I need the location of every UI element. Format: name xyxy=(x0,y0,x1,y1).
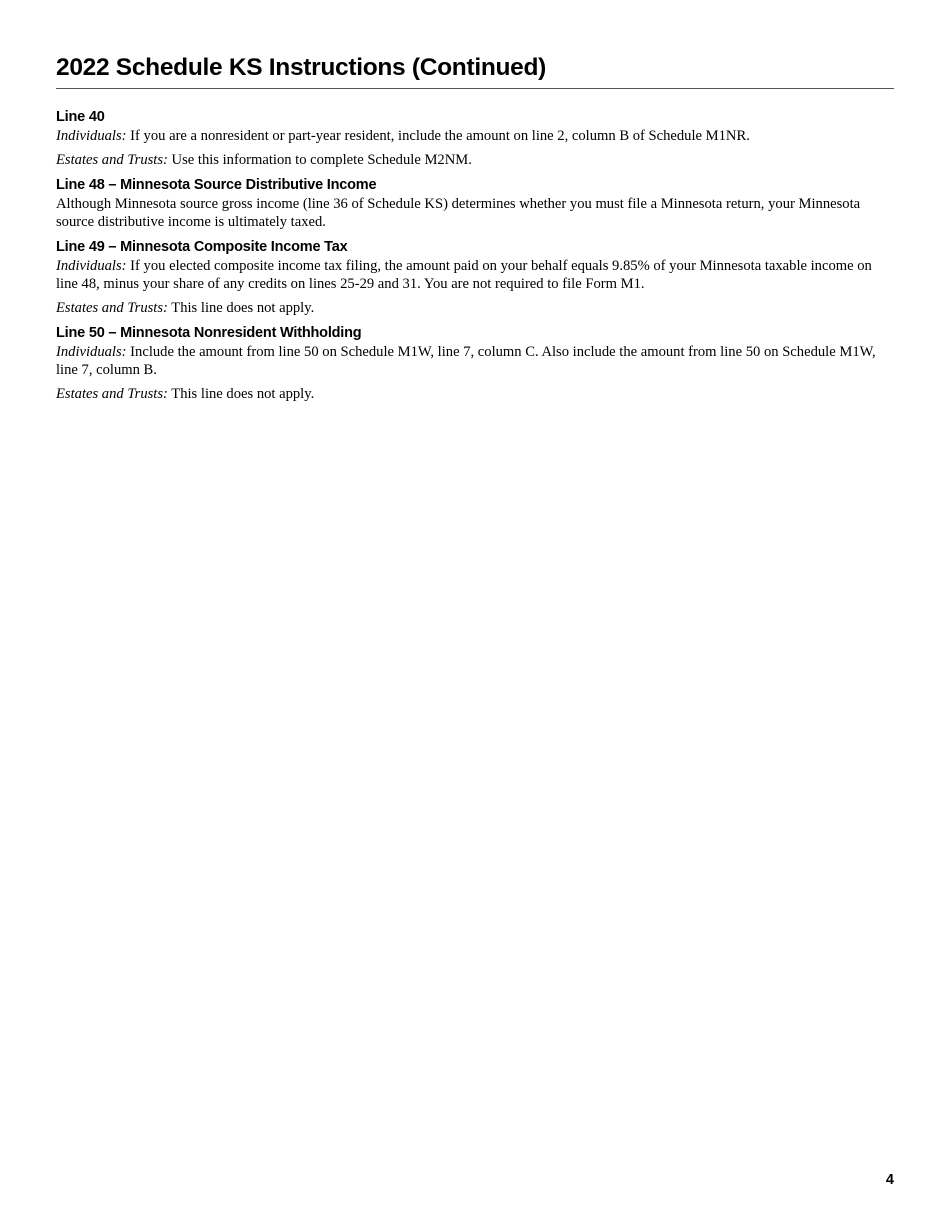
section-heading: Line 49 – Minnesota Composite Income Tax xyxy=(56,239,348,255)
paragraph-lead: Estates and Trusts: xyxy=(56,386,168,402)
title-divider xyxy=(56,88,894,89)
paragraph-text: This line does not apply. xyxy=(167,300,315,316)
section-heading: Line 48 – Minnesota Source Distributive Income xyxy=(56,177,377,193)
section-line-48 xyxy=(56,176,886,231)
paragraph-estates-and-trusts xyxy=(56,151,886,169)
paragraph-text: This line does not apply. xyxy=(167,386,315,402)
paragraph-lead: Estates and Trusts: xyxy=(56,300,168,316)
paragraph-lead: Individuals: xyxy=(56,128,127,144)
paragraph-estates-and-trusts xyxy=(56,385,886,403)
section-heading: Line 40 xyxy=(56,109,105,125)
paragraph-lead: Individuals: xyxy=(56,344,127,360)
paragraph-individuals xyxy=(56,343,886,379)
paragraph-individuals xyxy=(56,257,886,293)
paragraph-individuals xyxy=(56,127,886,145)
paragraph-lead: Individuals: xyxy=(56,258,127,274)
section-line-50 xyxy=(56,324,886,403)
paragraph-text: Although Minnesota source gross income (line 36 of Schedule KS) determines whether you must file a Minnesota return, your Minnesota source distributive income is ultimately taxed. xyxy=(56,196,861,230)
paragraph-text: If you are a nonresident or part-year resident, include the amount on line 2, column B of Schedule M1NR. xyxy=(126,128,750,144)
page-title: 2022 Schedule KS Instructions (Continued) xyxy=(56,54,547,81)
paragraph-text: Include the amount from line 50 on Schedule M1W, line 7, column C. Also include the amount from line 50 on Schedule M1W, line 7, column B. xyxy=(56,344,876,378)
paragraph-estates-and-trusts xyxy=(56,299,886,317)
paragraph-lead: Estates and Trusts: xyxy=(56,152,168,168)
paragraph-text: If you elected composite income tax filing, the amount paid on your behalf equals 9.85% of your Minnesota taxable income on line 48, minus your share of any credits on lines 25-29 and 31. You are not required to file Form M1. xyxy=(56,258,872,292)
instructions-body xyxy=(56,108,886,403)
section-heading: Line 50 – Minnesota Nonresident Withholding xyxy=(56,325,362,341)
section-line-40 xyxy=(56,108,886,169)
section-line-49 xyxy=(56,238,886,317)
paragraph-text: Use this information to complete Schedule M2NM. xyxy=(167,152,472,168)
page-number: 4 xyxy=(885,1172,894,1188)
paragraph xyxy=(56,195,886,231)
